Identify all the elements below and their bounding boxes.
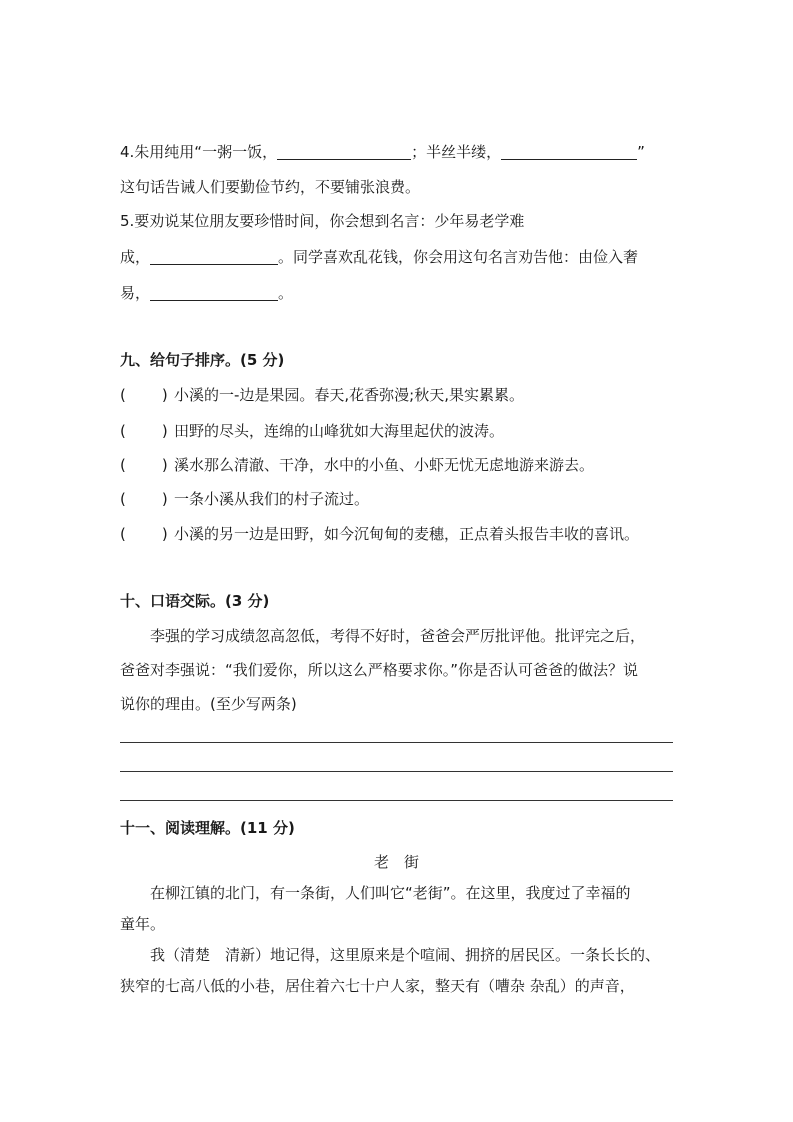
paren-open: (: [120, 386, 126, 404]
order-paren[interactable]: [120, 455, 174, 475]
paren-close: ): [161, 386, 168, 404]
section10-line: 爸爸对李强说：“我们爱你，所以这么严格要求你。”你是否认可爸爸的做法？说: [120, 661, 639, 679]
q4-blank-1[interactable]: [277, 143, 411, 160]
paren-close: ): [161, 525, 168, 543]
order-item-text: 溪水那么清澈、干净，水中的小鱼、小虾无忧无虑地游来游去。: [174, 456, 595, 474]
paren-open: (: [120, 422, 126, 440]
q5-line3: [120, 283, 293, 303]
order-item-text: 小溪的一-边是果园。春天,花香弥漫;秋天,果实累累。: [174, 386, 525, 404]
order-paren[interactable]: [120, 421, 174, 441]
order-item: [120, 524, 639, 544]
order-item: [120, 385, 524, 405]
q5-text-4: 。: [278, 284, 294, 302]
order-item-text: 一条小溪从我们的村子流过。: [174, 490, 370, 508]
q5-blank-2[interactable]: [150, 284, 278, 301]
passage-line: 童年。: [120, 915, 166, 933]
order-paren[interactable]: [120, 385, 174, 405]
order-paren[interactable]: [120, 524, 174, 544]
q4-text-2: ；半丝半缕，: [411, 143, 502, 161]
q5-text-2: 。同学喜欢乱花钱，你会用这句名言劝告他：由俭入奢: [278, 248, 639, 266]
order-item: [120, 489, 369, 509]
passage-line: 我（清楚 清新）地记得，这里原来是个喧闹、拥挤的居民区。一条长长的、: [150, 946, 661, 964]
passage-title: 老 街: [373, 853, 419, 871]
paren-close: ): [161, 422, 168, 440]
section10-heading: 十、口语交际。(3 分): [120, 592, 270, 610]
order-item-text: 田野的尽头，连绵的山峰犹如大海里起伏的波涛。: [174, 422, 505, 440]
paren-open: (: [120, 456, 126, 474]
q5-blank-1[interactable]: [150, 248, 278, 265]
passage-line: 在柳江镇的北门，有一条街，人们叫它“老街”。在这里，我度过了幸福的: [150, 884, 631, 902]
q4-text-3: ”: [637, 143, 645, 161]
section10-line: 说你的理由。(至少写两条): [120, 695, 297, 713]
paren-close: ): [161, 490, 168, 508]
q5-text-1: 成，: [120, 248, 151, 266]
order-item-text: 小溪的另一边是田野，如今沉甸甸的麦穗，正点着头报告丰收的喜讯。: [174, 525, 640, 543]
answer-line-3[interactable]: [120, 800, 673, 801]
section11-heading: 十一、阅读理解。(11 分): [120, 819, 295, 837]
q5-line1: 5.要劝说某位朋友要珍惜时间，你会想到名言：少年易老学难: [120, 212, 525, 230]
q5-line2: [120, 247, 638, 267]
q5-text-3: 易，: [120, 284, 151, 302]
order-item: [120, 421, 504, 441]
answer-line-1[interactable]: [120, 742, 673, 743]
order-paren[interactable]: [120, 489, 174, 509]
q4-text-1: 4.朱用纯用“一粥一饭，: [120, 143, 278, 161]
order-item: [120, 455, 594, 475]
paren-open: (: [120, 525, 126, 543]
q4-blank-2[interactable]: [501, 143, 637, 160]
passage-line: 狭窄的七高八低的小巷，居住着六七十户人家，整天有（嘈杂 杂乱）的声音，: [120, 977, 635, 995]
section9-heading: 九、给句子排序。(5 分): [120, 351, 285, 369]
q4-line2: 这句话告诫人们要勤俭节约，不要铺张浪费。: [120, 178, 421, 196]
section10-line: 李强的学习成绩忽高忽低，考得不好时，爸爸会严厉批评他。批评完之后，: [150, 627, 646, 645]
paren-open: (: [120, 490, 126, 508]
q4-line1: [120, 142, 645, 162]
paren-close: ): [161, 456, 168, 474]
answer-line-2[interactable]: [120, 771, 673, 772]
